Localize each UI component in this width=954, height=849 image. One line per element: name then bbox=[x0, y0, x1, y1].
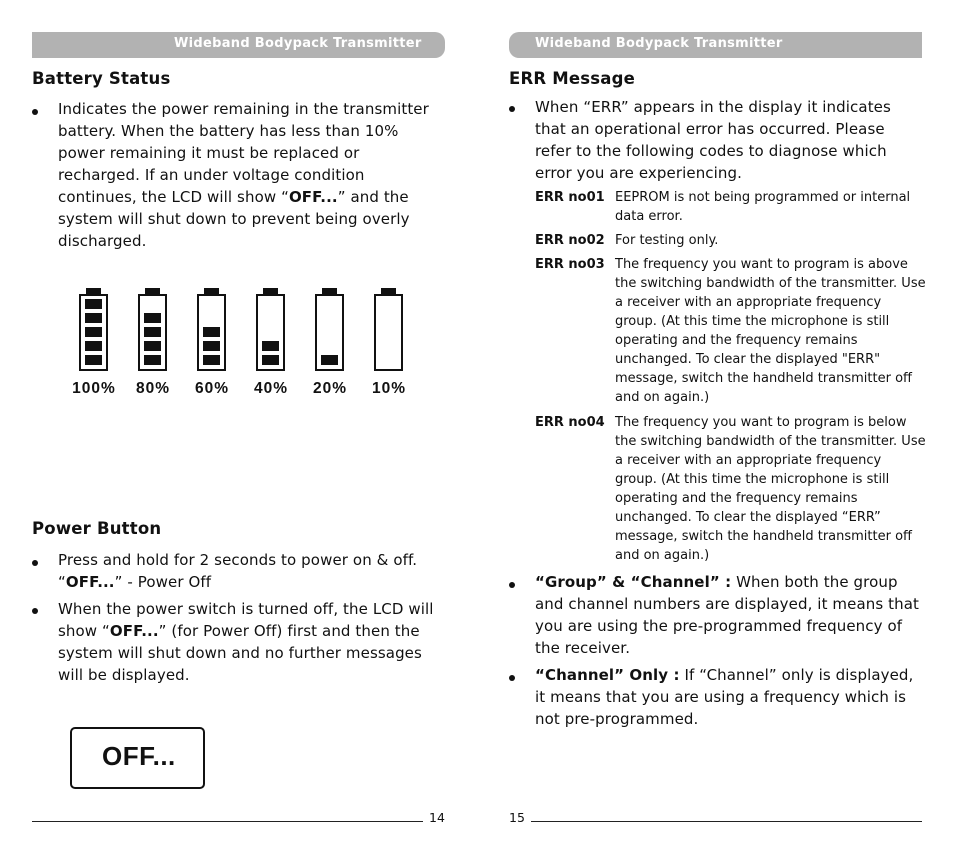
battery-label-100: 100% bbox=[72, 380, 116, 397]
err-message-title: ERR Message bbox=[509, 69, 636, 88]
battery-segment bbox=[262, 341, 279, 351]
battery-100-icon bbox=[79, 288, 108, 371]
err-desc-03: The frequency you want to program is above the switching bandwidth of the transmitter. Use a receiver with an appropriate frequency group. (At this time the microphone is still operating and the frequency remains unchanged. To clear the displayed "ERR" message, switch the handheld transmitter off and on again.) bbox=[615, 257, 926, 405]
battery-status-title: Battery Status bbox=[32, 69, 171, 88]
battery-segment bbox=[85, 341, 102, 351]
lcd-display bbox=[70, 727, 205, 789]
battery-label-10: 10% bbox=[371, 380, 407, 397]
err-desc-04: The frequency you want to program is below the switching bandwidth of the transmitter. Use a receiver with an appropriate frequency group. (At this time the microphone is still operating and the frequency remains unchanged. To clear the displayed “ERR” message, switch the handheld transmitter off and on again.) bbox=[615, 415, 926, 563]
battery-segment bbox=[203, 355, 220, 365]
err-code-02: ERR no02 bbox=[535, 233, 605, 248]
battery-segment bbox=[203, 341, 220, 351]
battery-status-paragraph: Indicates the power remaining in the transmitter battery. When the battery has less than 10% power remaining it must be replaced or recharged. If an under voltage condition continues, the LCD will show “OFF...” and the system will shut down to prevent being overly discharged. bbox=[58, 100, 429, 250]
battery-label-80: 80% bbox=[135, 380, 171, 397]
header-title-left: Wideband Bodypack Transmitter bbox=[174, 36, 422, 51]
bullet-dot bbox=[32, 109, 38, 115]
group-channel-bullet: “Group” & “Channel” : When both the group and channel numbers are displayed, it means that you are using the pre-programmed frequency of the receiver. bbox=[535, 573, 920, 657]
bullet-dot bbox=[509, 675, 515, 681]
battery-10-icon bbox=[374, 288, 403, 371]
footer-rule-left bbox=[32, 821, 423, 822]
battery-label-20: 20% bbox=[312, 380, 348, 397]
battery-segment bbox=[85, 299, 102, 309]
battery-segment bbox=[144, 313, 161, 323]
err-desc-01: EEPROM is not being programmed or internal data error. bbox=[615, 190, 911, 224]
err-code-03: ERR no03 bbox=[535, 257, 605, 272]
power-button-title: Power Button bbox=[32, 519, 162, 538]
battery-60-icon bbox=[197, 288, 226, 371]
footer-rule-right bbox=[531, 821, 922, 822]
power-bullet-2: When the power switch is turned off, the LCD will show “OFF...” (for Power Off) first and then the system will shut down and no further messages will be displayed. bbox=[58, 600, 434, 684]
battery-segment bbox=[144, 327, 161, 337]
err-code-04: ERR no04 bbox=[535, 415, 605, 430]
battery-segment bbox=[203, 327, 220, 337]
battery-label-40: 40% bbox=[253, 380, 289, 397]
bullet-dot bbox=[32, 608, 38, 614]
battery-segment bbox=[85, 313, 102, 323]
err-desc-02: For testing only. bbox=[615, 233, 719, 248]
battery-80-icon bbox=[138, 288, 167, 371]
battery-segment bbox=[85, 355, 102, 365]
err-code-01: ERR no01 bbox=[535, 190, 605, 205]
bullet-dot bbox=[509, 106, 515, 112]
page-number-left: 14 bbox=[429, 810, 445, 825]
battery-segment bbox=[144, 355, 161, 365]
header-bar-right bbox=[509, 32, 922, 58]
battery-segment bbox=[85, 327, 102, 337]
battery-label-60: 60% bbox=[194, 380, 230, 397]
header-title-right: Wideband Bodypack Transmitter bbox=[535, 36, 783, 51]
power-bullet-1: Press and hold for 2 seconds to power on & off. “OFF...” - Power Off bbox=[58, 551, 418, 591]
battery-segment bbox=[321, 355, 338, 365]
page-number-right: 15 bbox=[509, 810, 525, 825]
header-bar-left bbox=[32, 32, 445, 58]
battery-40-icon bbox=[256, 288, 285, 371]
bullet-dot bbox=[32, 560, 38, 566]
battery-20-icon bbox=[315, 288, 344, 371]
battery-segment bbox=[262, 355, 279, 365]
battery-segment bbox=[144, 341, 161, 351]
err-intro: When “ERR” appears in the display it indicates that an operational error has occurred. Please refer to the following codes to diagnose which error you are experiencing. bbox=[535, 98, 891, 182]
channel-only-bullet: “Channel” Only : If “Channel” only is displayed, it means that you are using a frequency which is not pre-programmed. bbox=[535, 666, 914, 728]
bullet-dot bbox=[509, 582, 515, 588]
lcd-display-text: OFF... bbox=[102, 741, 176, 771]
